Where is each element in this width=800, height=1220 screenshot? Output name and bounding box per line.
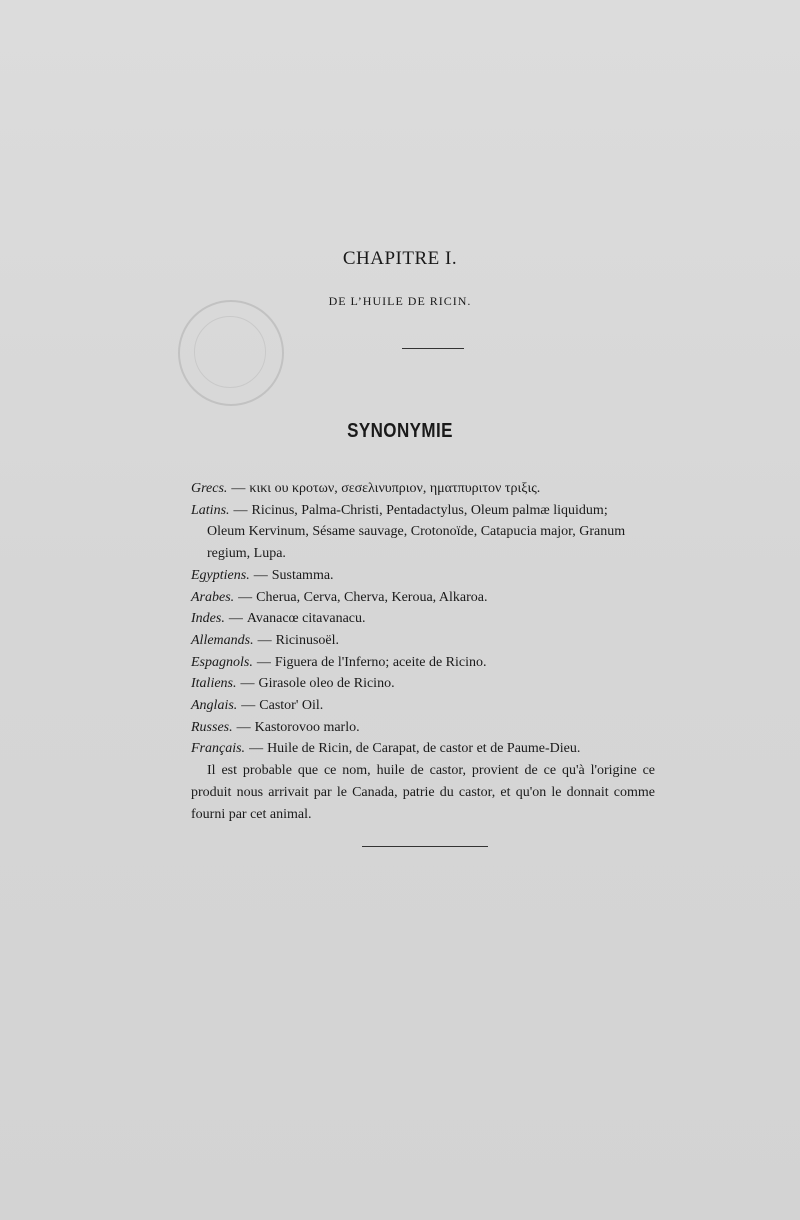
synonym-text: Huile de Ricin, de Carapat, de castor et de Paume-Dieu.	[267, 741, 581, 757]
synonym-entry-egyptiens	[191, 565, 655, 587]
synonym-language: Indes.	[191, 611, 225, 627]
synonym-language: Anglais.	[191, 698, 238, 714]
synonym-list	[191, 478, 655, 825]
synonym-entry-russes	[191, 717, 655, 739]
synonym-entry-indes	[191, 608, 655, 630]
synonym-text: Castor' Oil.	[259, 698, 324, 714]
chapter-title: CHAPITRE I.	[342, 248, 458, 269]
synonym-language: Espagnols.	[191, 654, 253, 670]
dash: —	[249, 741, 264, 757]
synonym-text: Figuera de l'Inferno; aceite de Ricino.	[274, 654, 487, 670]
synonym-text: κικι ου κροτων, σεσελινυπριον, ηματπυριτον τριξις.	[249, 481, 541, 496]
synonym-language: Grecs.	[191, 481, 228, 496]
synonym-text: Kastorovoo marlo.	[254, 719, 360, 735]
dash: —	[241, 698, 256, 714]
synonym-language: Italiens.	[191, 676, 237, 692]
synonym-text-continued: Oleum Kervinum, Sésame sauvage, Crotonoïde, Catapucia major, Granum regium, Lupa.	[207, 524, 626, 562]
dash: —	[257, 632, 272, 648]
dash: —	[228, 611, 243, 627]
synonym-entry-francais	[191, 738, 655, 760]
synonym-entry-italiens	[191, 673, 655, 695]
section-heading: SYNONYMIE	[347, 420, 453, 442]
dash: —	[236, 719, 251, 735]
dash: —	[240, 676, 255, 692]
dash: —	[253, 567, 268, 583]
synonym-text: Avanacœ citavanacu.	[246, 611, 366, 627]
dash: —	[238, 589, 253, 605]
synonym-entry-grecs	[191, 478, 655, 500]
synonym-language: Arabes.	[191, 589, 235, 605]
synonym-entry-espagnols	[191, 652, 655, 674]
synonym-language: Allemands.	[191, 632, 254, 648]
dash: —	[256, 654, 271, 670]
synonym-language: Latins.	[191, 502, 230, 518]
synonym-language: Russes.	[191, 719, 233, 735]
synonym-language: Français.	[191, 741, 246, 757]
synonym-text: Ricinusoël.	[275, 632, 339, 648]
body-paragraph: Il est probable que ce nom, huile de castor, provient de ce qu'à l'origine ce produit nous arrivait par le Canada, patrie du castor, et qu'on le donnait comme fourni par cet animal.	[191, 763, 655, 822]
closing-divider	[362, 846, 488, 847]
synonym-text: Sustamma.	[271, 567, 334, 583]
bleed-through-title	[320, 310, 336, 357]
library-stamp-inner	[194, 316, 266, 388]
title-divider	[402, 348, 464, 349]
library-stamp	[178, 300, 284, 406]
synonym-entry-anglais	[191, 695, 655, 717]
dash: —	[233, 502, 248, 518]
synonym-entry-latins	[191, 500, 655, 565]
synonym-entry-arabes	[191, 587, 655, 609]
dash: —	[231, 481, 246, 496]
synonym-entry-allemands	[191, 630, 655, 652]
chapter-subtitle: DE L’HUILE DE RICIN.	[328, 294, 472, 308]
synonym-text: Ricinus, Palma-Christi, Pentadactylus, Oleum palmæ liquidum;	[251, 502, 608, 518]
synonym-text: Cherua, Cerva, Cherva, Keroua, Alkaroa.	[256, 589, 488, 605]
synonym-text: Girasole oleo de Ricino.	[258, 676, 395, 692]
synonym-language: Egyptiens.	[191, 567, 250, 583]
